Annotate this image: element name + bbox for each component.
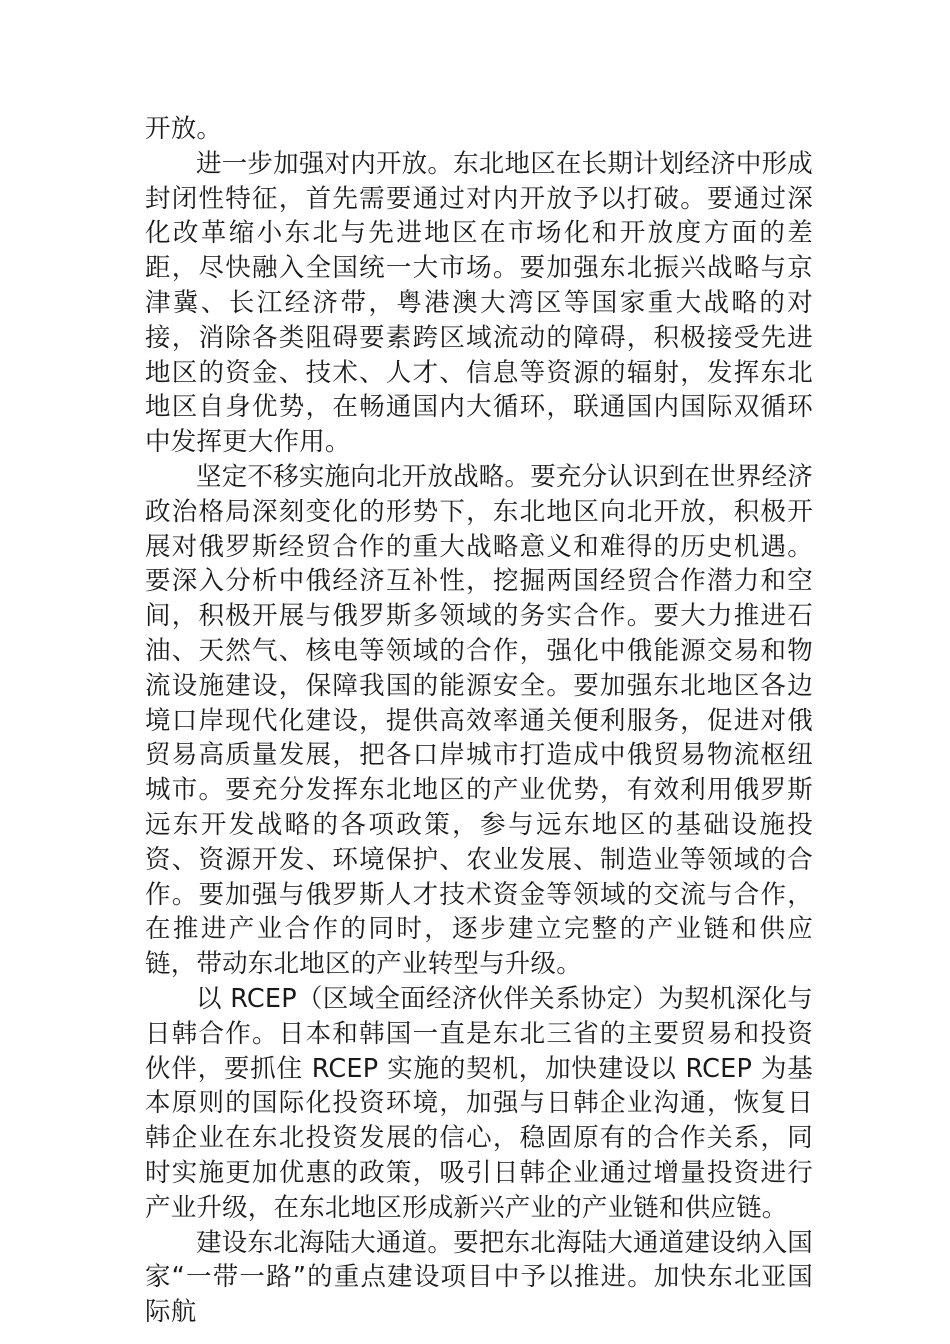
paragraph-northward-opening: 坚定不移实施向北开放战略。要充分认识到在世界经济政治格局深刻变化的形势下，东北地区向北开放，积极开展对俄罗斯经贸合作的重大战略意义和难得的历史机遇。要深入分析中俄经济互补性，挖掘两国经贸合作潜力和空间，积极开展与俄罗斯多领域的务实合作。要大力推进石油、天然气、核电等领域的合作，强化中俄能源交易和物流设施建设，保障我国的能源安全。要加强东北地区各边境口岸现代化建设，提供高效率通关便利服务，促进对俄贸易高质量发展，把各口岸城市打造成中俄贸易物流枢纽城市。要充分发挥东北地区的产业优势，有效利用俄罗斯远东开发战略的各项政策，参与远东地区的基础设施投资、资源开发、环境保护、农业发展、制造业等领域的合作。要加强与俄罗斯人才技术资金等领域的交流与合作，在推进产业合作的同时，逐步建立完整的产业链和供应链，带动东北地区的产业转型与升级。 [145, 461, 813, 980]
paragraph-land-sea-corridor: 建设东北海陆大通道。要把东北海陆大通道建设纳入国家“一带一路”的重点建设项目中予以推进。加快东北亚国际航 [145, 1227, 813, 1328]
paragraph-domestic-opening: 进一步加强对内开放。东北地区在长期计划经济中形成封闭性特征，首先需要通过对内开放予以打破。要通过深化改革缩小东北与先进地区在市场化和开放度方面的差距，尽快融入全国统一大市场。要加强东北振兴战略与京津冀、长江经济带，粤港澳大湾区等国家重大战略的对接，消除各类阻碍要素跨区域流动的障碍，积极接受先进地区的资金、技术、人才、信息等资源的辐射，发挥东北地区自身优势，在畅通国内大循环，联通国内国际双循环中发挥更大作用。 [145, 148, 813, 458]
paragraph-continuation: 开放。 [145, 114, 223, 144]
paragraph-rcep-cooperation: 以 RCEP（区域全面经济伙伴关系协定）为契机深化与日韩合作。日本和韩国一直是东北三省的主要贸易和投资伙伴，要抓住 RCEP 实施的契机，加快建设以 RCEP 为基本原则的国际化投资环境，加强与日韩企业沟通，恢复日韩企业在东北投资发展的信心，稳固原有的合作关系，同时实施更加优惠的政策，吸引日韩企业通过增量投资进行产业升级，在东北地区形成新兴产业的产业链和供应链。 [145, 983, 813, 1223]
document-body [145, 112, 813, 1330]
